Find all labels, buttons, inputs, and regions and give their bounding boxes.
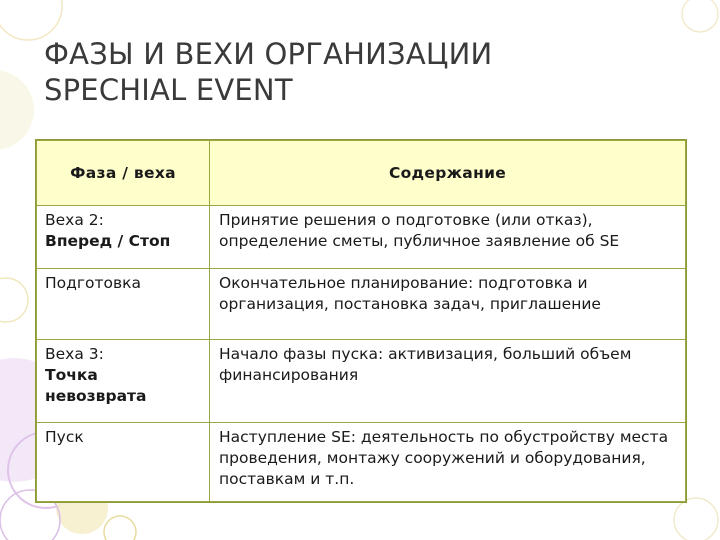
decor-circle xyxy=(0,0,62,40)
slide-title-line-2: SPECHIAL EVENT xyxy=(44,73,293,107)
phase-label: Веха 2: xyxy=(45,211,104,229)
phase-label: Пуск xyxy=(45,428,84,446)
phase-cell xyxy=(37,423,210,502)
content-cell: Наступление SE: деятельность по обустройству места проведения, монтажу сооружений и оборудования, поставкам и т.п. xyxy=(210,423,686,502)
decor-circle xyxy=(674,498,718,540)
decor-circle xyxy=(0,278,28,322)
column-header-phase: Фаза / веха xyxy=(37,141,210,206)
phase-sublabel: Вперед / Стоп xyxy=(45,232,171,250)
table-row xyxy=(37,423,686,502)
table-row xyxy=(37,206,686,269)
phase-label: Веха 3: xyxy=(45,345,104,363)
table-row xyxy=(37,269,686,340)
phase-label: Подготовка xyxy=(45,274,141,292)
table-row xyxy=(37,340,686,423)
decor-circle xyxy=(682,0,718,32)
content-cell: Окончательное планирование: подготовка и организация, постановка задач, приглашение xyxy=(210,269,686,340)
column-header-content: Содержание xyxy=(210,141,686,206)
slide-title xyxy=(44,36,492,108)
content-cell: Принятие решения о подготовке (или отказ), определение сметы, публичное заявление об SE xyxy=(210,206,686,269)
decor-circle xyxy=(104,516,136,540)
decor-circle xyxy=(0,70,34,150)
phase-sublabel: Точка невозврата xyxy=(45,366,147,405)
phase-cell xyxy=(37,340,210,423)
phase-cell xyxy=(37,206,210,269)
content-cell: Начало фазы пуска: активизация, больший объем финансирования xyxy=(210,340,686,423)
phases-table xyxy=(36,140,686,502)
phase-cell xyxy=(37,269,210,340)
table-header-row xyxy=(37,141,686,206)
slide-title-line-1: ФАЗЫ И ВЕХИ ОРГАНИЗАЦИИ xyxy=(44,37,493,71)
